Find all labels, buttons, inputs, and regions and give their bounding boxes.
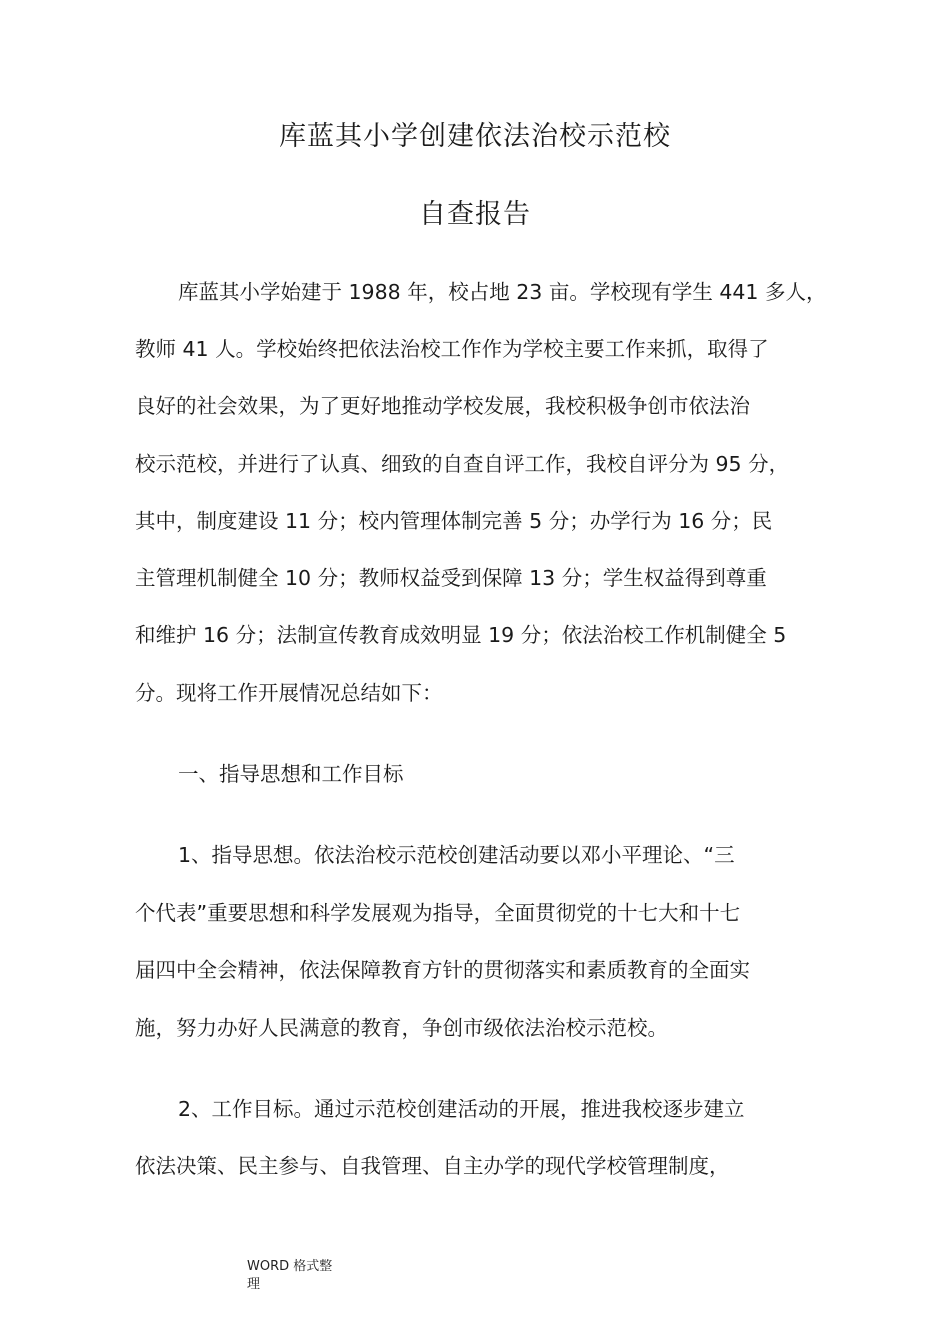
intro-line: 其中，制度建设 11 分；校内管理体制完善 5 分；办学行为 16 分；民 (135, 509, 773, 533)
intro-line: 库蓝其小学始建于 1988 年，校占地 23 亩。学校现有学生 441 多人， (178, 280, 827, 304)
page-footer (247, 1258, 347, 1294)
paragraph-line: 施，努力办好人民满意的教育，争创市级依法治校示范校。 (135, 1016, 668, 1040)
intro-line: 良好的社会效果，为了更好地推动学校发展，我校积极争创市依法治 (135, 394, 750, 418)
document-title: 库蓝其小学创建依法治校示范校 (279, 121, 671, 152)
paragraph-line: 2、工作目标。通过示范校创建活动的开展，推进我校逐步建立 (178, 1097, 745, 1121)
document-subtitle: 自查报告 (419, 199, 531, 230)
intro-line: 分。现将工作开展情况总结如下： (135, 681, 443, 705)
footer-line: WORD 格式整 (247, 1259, 333, 1274)
paragraph-line: 1、指导思想。依法治校示范校创建活动要以邓小平理论、“三 (178, 843, 735, 867)
intro-line: 教师 41 人。学校始终把依法治校工作作为学校主要工作来抓，取得了 (135, 337, 769, 361)
intro-line: 校示范校，并进行了认真、细致的自查自评工作，我校自评分为 95 分， (135, 452, 790, 476)
intro-line: 主管理机制健全 10 分；教师权益受到保障 13 分；学生权益得到尊重 (135, 566, 767, 590)
paragraph-line: 个代表”重要思想和科学发展观为指导，全面贯彻党的十七大和十七 (135, 901, 741, 925)
paragraph-line: 届四中全会精神，依法保障教育方针的贯彻落实和素质教育的全面实 (135, 958, 750, 982)
intro-line: 和维护 16 分；法制宣传教育成效明显 19 分；依法治校工作机制健全 5 (135, 623, 787, 647)
paragraph-line: 依法决策、民主参与、自我管理、自主办学的现代学校管理制度， (135, 1154, 730, 1178)
footer-line: 理 (247, 1277, 261, 1292)
section-heading: 一、指导思想和工作目标 (178, 762, 404, 786)
